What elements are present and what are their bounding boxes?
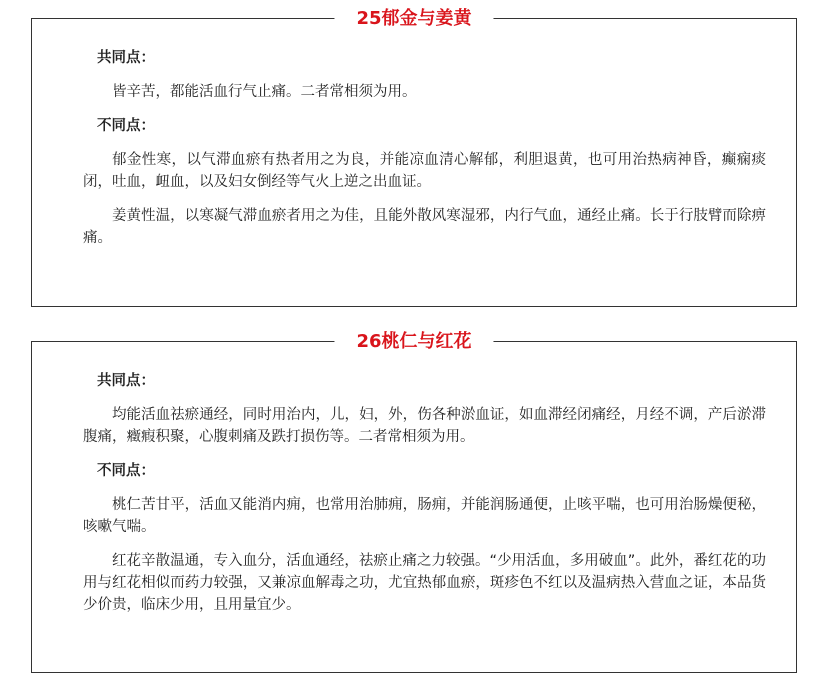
difference-paragraph: 红花辛散温通，专入血分，活血通经，祛瘀止痛之力较强。“少用活血，多用破血”。此外，番红花的功用与红花相似而药力较强，又兼凉血解毒之功，尤宜热郁血瘀，斑疹色不红以及温病热入营血之证，本品货少价贵，临床少用，且用量宜少。: [83, 553, 766, 613]
difference-paragraph: 桃仁苦甘平，活血又能消内痈，也常用治肺痈，肠痈，并能润肠通便，止咳平喘，也可用治肠燥便秘，咳嗽气喘。: [83, 497, 766, 535]
section-content: [83, 370, 766, 628]
common-points-text: 皆辛苦，都能活血行气止痛。二者常相须为用。: [112, 84, 417, 100]
common-points-heading: 共同点：: [97, 50, 155, 66]
differences-heading: 不同点：: [97, 463, 155, 479]
differences-heading: 不同点：: [97, 118, 155, 134]
comparison-section-2: [31, 331, 797, 673]
common-points-text: 均能活血祛瘀通经，同时用治内，儿，妇，外，伤各种淤血证，如血滞经闭痛经，月经不调，产后淤滞腹痛，癥瘕积聚，心腹刺痛及跌打损伤等。二者常相须为用。: [83, 407, 766, 445]
comparison-section-1: [31, 8, 797, 307]
section-title: 25郁金与姜黄: [334, 7, 493, 31]
difference-paragraph: 姜黄性温，以寒凝气滞血瘀者用之为佳，且能外散风寒湿邪，内行气血，通经止痛。长于行肢臂而除痹痛。: [83, 208, 766, 246]
section-title: 26桃仁与红花: [334, 330, 493, 354]
difference-paragraph: 郁金性寒，以气滞血瘀有热者用之为良，并能凉血清心解郁，利胆退黄，也可用治热病神昏，癫痫痰闭，吐血，衄血，以及妇女倒经等气火上逆之出血证。: [83, 152, 766, 190]
common-points-heading: 共同点：: [97, 373, 155, 389]
section-content: [83, 47, 766, 261]
